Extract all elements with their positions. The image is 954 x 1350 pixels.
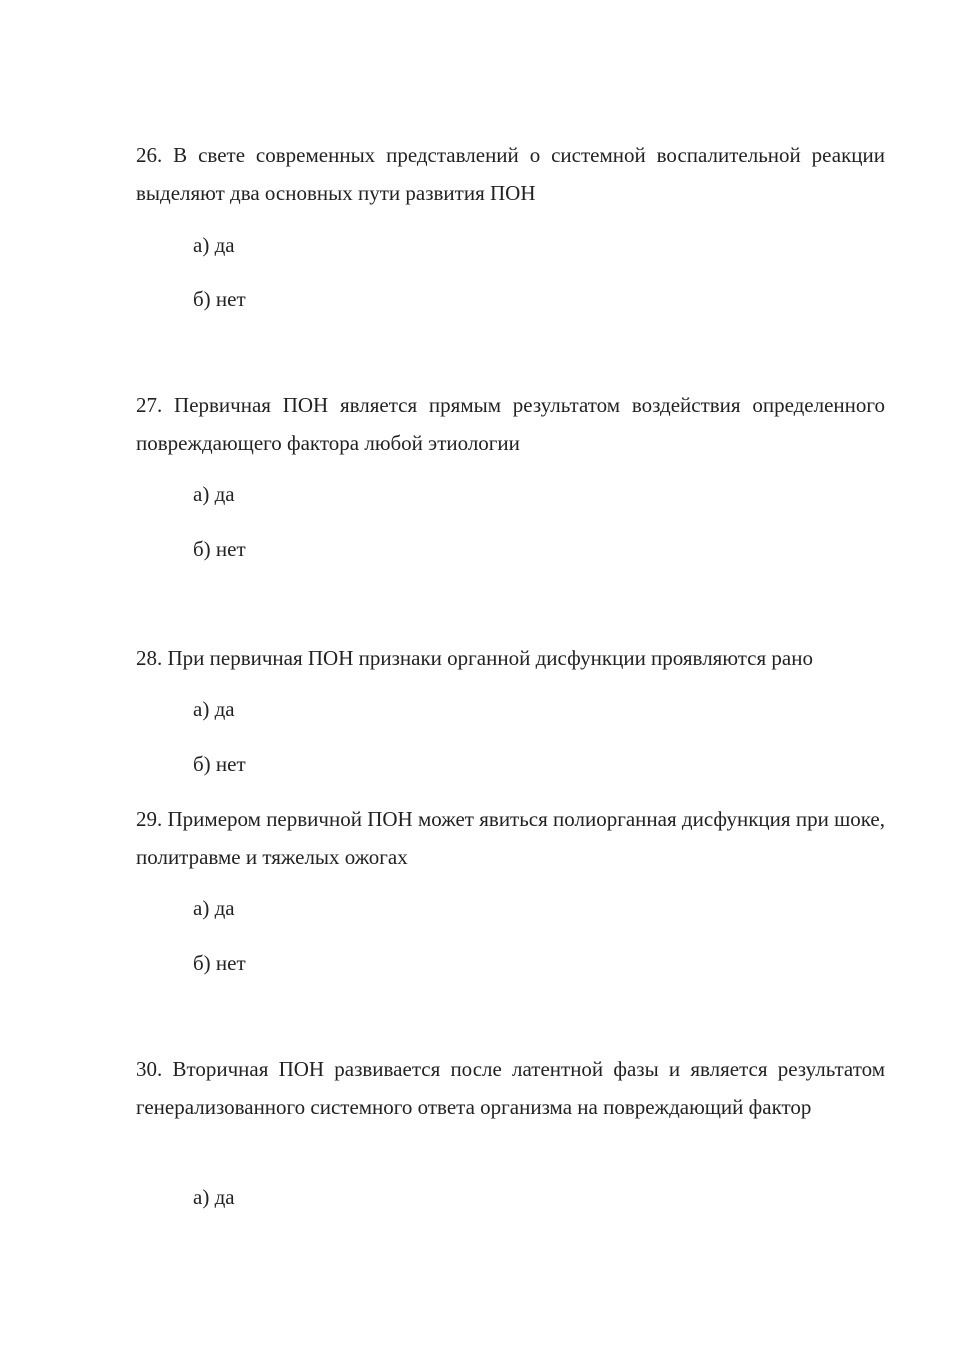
question-27-text: 27. Первичная ПОН является прямым результатом воздействия определенного повреждающего фактора любой этиологии xyxy=(136,393,885,455)
question-27-option-b: б) нет xyxy=(193,537,246,561)
question-27-option-a: а) да xyxy=(193,482,235,506)
question-29-option-b: б) нет xyxy=(193,951,246,975)
question-29-text: 29. Примером первичной ПОН может явиться полиорганная дисфункция при шоке, политравме и тяжелых ожогах xyxy=(136,807,885,869)
question-30-option-a: а) да xyxy=(193,1185,235,1209)
question-26-option-a: а) да xyxy=(193,233,235,257)
question-28-text: 28. При первичная ПОН признаки органной дисфункции проявляются рано xyxy=(136,646,813,670)
question-28-option-a: а) да xyxy=(193,697,235,721)
question-29-option-a: а) да xyxy=(193,896,235,920)
question-28-option-b: б) нет xyxy=(193,752,246,776)
question-26-option-b: б) нет xyxy=(193,287,246,311)
question-30-text: 30. Вторичная ПОН развивается после латентной фазы и является результатом генерализованного системного ответа организма на повреждающий фактор xyxy=(136,1057,885,1119)
question-26-text: 26. В свете современных представлений о системной воспалительной реакции выделяют два основных пути развития ПОН xyxy=(136,143,885,205)
